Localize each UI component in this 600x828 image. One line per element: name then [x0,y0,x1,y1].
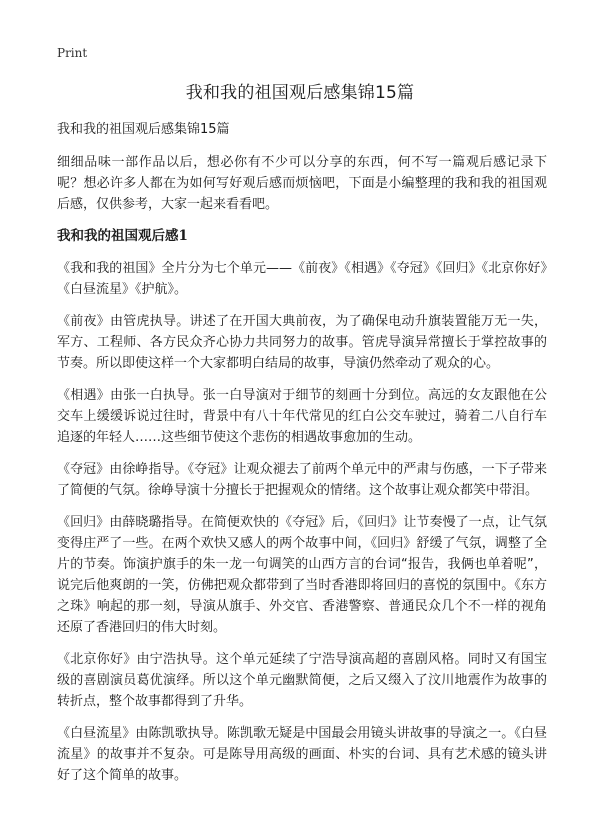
body-paragraph: 《相遇》由张一白执导。张一白导演对于细节的刻画十分到位。高远的女友跟他在公交车上缓缓诉说过往时，背景中有八十年代常见的红白公交车驶过，骑着二八自行车追逐的年轻人……这些细节使这个悲伤的相遇故事愈加的生动。 [57,388,547,445]
article-body [57,120,547,797]
print-link[interactable]: Print [57,46,88,60]
intro-paragraph: 细细品味一部作品以后，想必你有不少可以分享的东西，何不写一篇观后感记录下呢？想必许多人都在为如何写好观后感而烦恼吧，下面是小编整理的我和我的祖国观后感，仅供参考，大家一起来看看吧。 [57,155,547,212]
body-paragraph: 《回归》由薛晓璐指导。在简便欢快的《夺冠》后，《回归》让节奏慢了一点，让气氛变得庄严了一些。在两个欢快又感人的两个故事中间，《回归》舒缓了气氛，调整了全片的节奏。饰演护旗手的朱一龙一句调笑的山西方言的台词“报告，我俩也单着呢”，说完后他爽朗的一笑，仿佛把观众都带到了当时香港即将回归的喜悦的氛围中。《东方之珠》响起的那一刻，导演从旗手、外交官、香港警察、普通民众几个不一样的视角还原了香港回归的伟大时刻。 [57,515,547,635]
body-paragraph: 《前夜》由管虎执导。讲述了在开国大典前夜，为了确保电动升旗装置能万无一失，军方、工程师、各方民众齐心协力共同努力的故事。管虎导演异常擅长于掌控故事的节奏。所以即使这样一个大家都明白结局的故事，导演仍然牵动了观众的心。 [57,314,547,371]
section-heading: 我和我的祖国观后感1 [57,228,188,244]
body-paragraph: 《我和我的祖国》全片分为七个单元——《前夜》《相遇》《夺冠》《回归》《北京你好》《白昼流星》《护航》。 [57,261,547,297]
body-paragraph: 《白昼流星》由陈凯歌执导。陈凯歌无疑是中国最会用镜头讲故事的导演之一。《白昼流星》的故事并不复杂。可是陈导用高级的画面、朴实的台词、具有艺术感的镜头讲好了这个简单的故事。 [57,726,547,783]
body-paragraph: 《夺冠》由徐峥指导。《夺冠》让观众褪去了前两个单元中的严肃与伤感，一下子带来了简便的气氛。徐峥导演十分擅长于把握观众的情绪。这个故事让观众都笑中带泪。 [57,462,547,498]
page-title: 我和我的祖国观后感集锦15篇 [185,83,415,103]
body-paragraph: 《北京你好》由宁浩执导。这个单元延续了宁浩导演高超的喜剧风格。同时又有国宝级的喜剧演员葛优演绎。所以这个单元幽默简便，之后又缀入了汶川地震作为故事的转折点，整个故事都得到了升华。 [57,652,547,709]
article-subtitle: 我和我的祖国观后感集锦15篇 [57,122,230,137]
